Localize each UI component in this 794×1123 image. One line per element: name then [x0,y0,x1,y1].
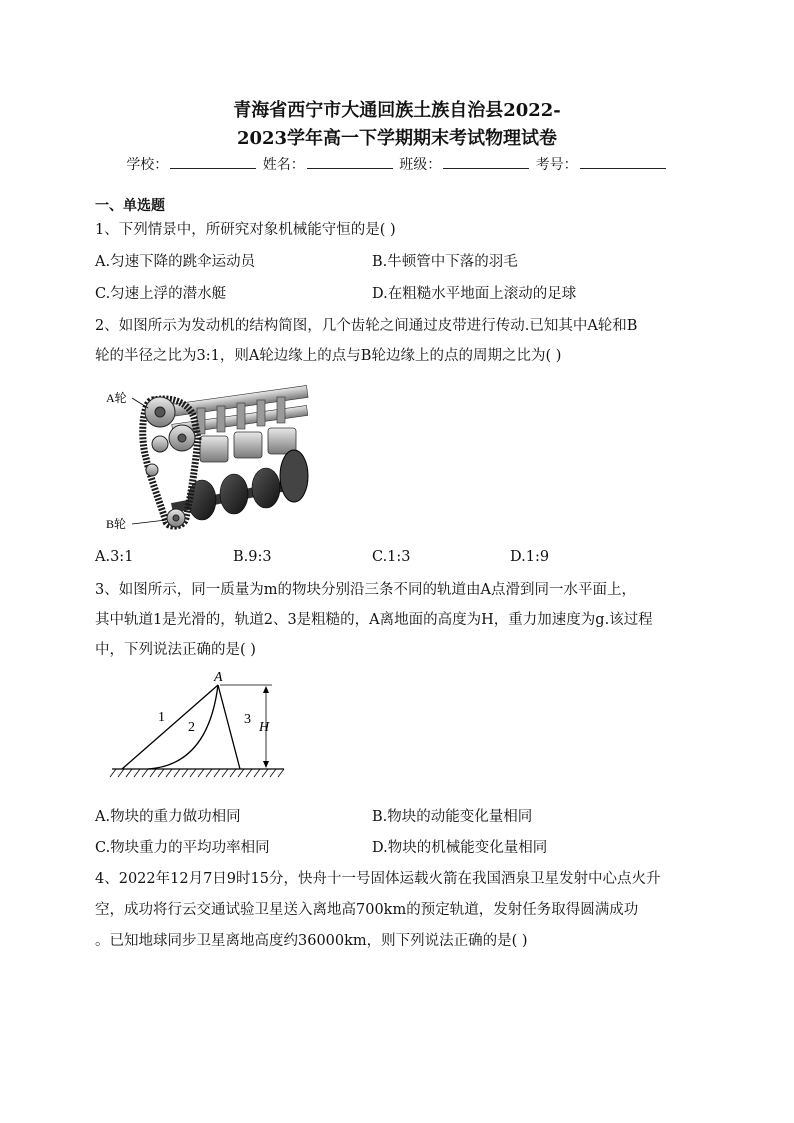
exam-number-label: 考号： [535,157,578,173]
point-a-label: A [214,670,223,685]
section-heading: 一、单选题 [95,198,165,214]
q3-option-a[interactable]: A.物块的重力做功相同 [95,809,241,825]
q1-option-a[interactable]: A.匀速下降的跳伞运动员 [95,254,256,270]
class-field[interactable] [443,154,529,169]
name-field[interactable] [307,154,393,169]
q3-option-d[interactable]: D.物块的机械能变化量相同 [372,840,548,856]
q3-option-c[interactable]: C.物块重力的平均功率相同 [95,840,270,856]
height-h-label: H [259,720,270,735]
q4-stem-line2: 空，成功将行云交通试验卫星送入离地高700km的预定轨道，发射任务取得圆满成功 [95,902,639,918]
class-label: 班级： [399,157,442,173]
q2-stem-line2: 轮的半径之比为3:1，则A轮边缘上的点与B轮边缘上的点的周期之比为( ) [95,348,562,364]
tracks-figure [108,665,296,783]
q2-stem-line1: 2、如图所示为发动机的结构简图，几个齿轮之间通过皮带进行传动.已知其中A轮和B [95,318,638,334]
figure-label-b-wheel: B轮 [106,517,127,531]
track-3-label: 3 [244,712,251,727]
track-1 [122,685,218,769]
q1-option-b[interactable]: B.牛顿管中下落的羽毛 [372,254,518,270]
school-label: 学校： [126,157,169,173]
figure-label-a-wheel: A轮 [106,391,127,405]
q4-stem-line1: 4、2022年12月7日9时15分，快舟十一号固体运载火箭在我国酒泉卫星发射中心点火升 [95,871,661,887]
track-3 [218,685,240,769]
q3-stem-line3: 中，下列说法正确的是( ) [95,642,256,658]
school-field[interactable] [170,154,256,169]
q3-stem-line2: 其中轨道1是光滑的，轨道2、3是粗糙的，A离地面的高度为H，重力加速度为g.该过程 [95,612,653,628]
q1-stem: 1、下列情景中，所研究对象机械能守恒的是( ) [95,222,396,238]
q3-option-b[interactable]: B.物块的动能变化量相同 [372,809,533,825]
q2-option-c[interactable]: C.1:3 [372,549,411,565]
q4-stem-line3: 。已知地球同步卫星离地高度约36000km，则下列说法正确的是( ) [95,933,528,949]
q1-option-c[interactable]: C.匀速上浮的潜水艇 [95,286,227,302]
b-wheel-leader [132,520,166,524]
q3-stem-line1: 3、如图所示，同一质量为m的物块分别沿三条不同的轨道由A点滑到同一水平面上， [95,582,636,598]
track-1-label: 1 [158,710,165,725]
student-info-row [0,154,794,174]
engine-figure [102,378,310,540]
q2-option-b[interactable]: B.9:3 [233,549,272,565]
page-title-line2: 2023学年高一下学期期末考试物理试卷 [236,128,558,149]
q2-option-d[interactable]: D.1:9 [510,549,550,565]
track-2-label: 2 [188,720,195,735]
exam-number-field[interactable] [580,154,666,169]
name-label: 姓名： [262,157,305,173]
q1-option-d[interactable]: D.在粗糙水平地面上滚动的足球 [372,286,577,302]
track-2 [148,685,218,769]
page-title-line1: 青海省西宁市大通回族土族自治县2022- [233,100,561,121]
q2-option-a[interactable]: A.3:1 [95,549,134,565]
